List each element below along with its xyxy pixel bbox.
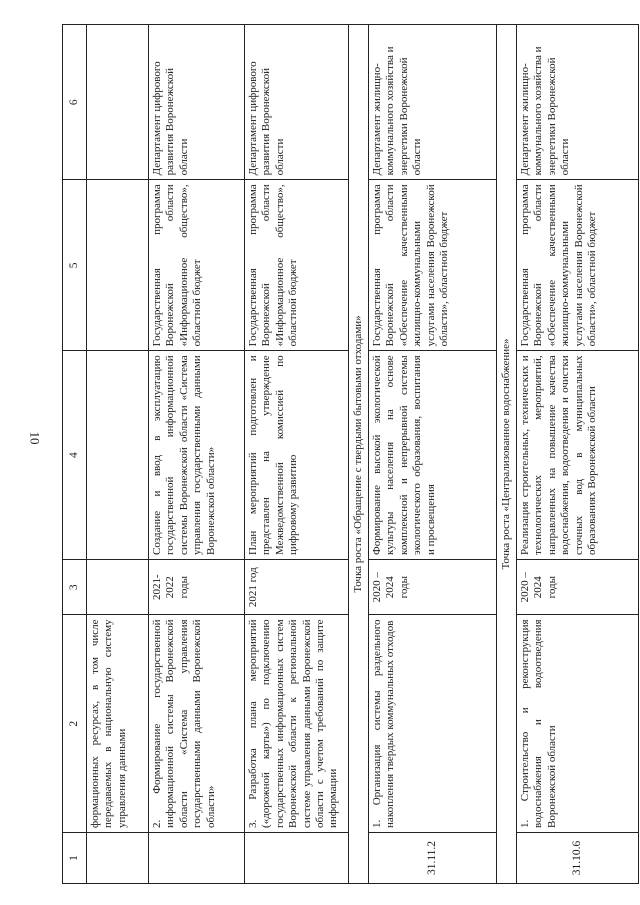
table-row — [149, 25, 245, 884]
measure-text: формационных ресурсах, в том числе передаваемых в национальную систему управления данными — [87, 615, 149, 833]
program-text: Государственная программа Воронежской области «Информационное общество», областной бюджет — [245, 180, 349, 351]
program-text: Государственная программа Воронежской области «Обеспечение качественными жилищно-коммунальными услугами населения Воронежской области», областной бюджет — [369, 180, 497, 351]
table-row — [369, 25, 497, 884]
table-row — [517, 25, 639, 884]
header-col-2: 2 — [63, 615, 87, 833]
header-row — [63, 25, 87, 884]
period-text: 2021 год — [245, 559, 349, 614]
measure-text: 1. Строительство и реконструкция водоснабжения и водоотведения Воронежской области — [517, 615, 639, 833]
row-code — [149, 832, 245, 883]
header-col-5: 5 — [63, 180, 87, 351]
page-number: 10 — [27, 431, 43, 445]
header-col-1: 1 — [63, 832, 87, 883]
section-row — [497, 25, 517, 884]
table-row — [87, 25, 149, 884]
header-col-6: 6 — [63, 25, 87, 180]
result-text: План мероприятий подготовлен и представлен на утверждение Межведомственной комиссией по цифровому развитию — [245, 351, 349, 560]
row-code: 31.11.2 — [369, 832, 497, 883]
section-row — [349, 25, 369, 884]
executor-text: Департамент жилищно-коммунального хозяйства и энергетики Воронежской области — [369, 25, 497, 180]
period-text: 2021-2022 годы — [149, 559, 245, 614]
measure-text: 2. Формирование государственной информационной системы Воронежской области «Система управления государственными данными Воронежской области» — [149, 615, 245, 833]
row-code — [245, 832, 349, 883]
measures-table — [62, 24, 639, 884]
executor-text: Департамент цифрового развития Воронежской области — [149, 25, 245, 180]
measure-text: 1. Организация системы раздельного накопления твердых коммунальных отходов — [369, 615, 497, 833]
section-title: Точка роста «Обращение с твердыми бытовыми отходами» — [349, 25, 369, 884]
program-text — [87, 180, 149, 351]
executor-text: Департамент цифрового развития Воронежской области — [245, 25, 349, 180]
result-text: Создание и ввод в эксплуатацию государственной информационной системы Воронежской области «Система управления государственными данными Воронежской области» — [149, 351, 245, 560]
program-text: Государственная программа Воронежской области «Информационное общество», областной бюджет — [149, 180, 245, 351]
executor-text — [87, 25, 149, 180]
executor-text: Департамент жилищно-коммунального хозяйства и энергетики Воронежской области — [517, 25, 639, 180]
period-text: 2020 – 2024 годы — [517, 559, 639, 614]
period-text — [87, 559, 149, 614]
result-text: Формирование высокой экологической культуры населения на основе комплексной и непрерывной системы экологического образования, воспитания и просвещения — [369, 351, 497, 560]
table-row — [245, 25, 349, 884]
program-text: Государственная программа Воронежской области «Обеспечение качественными жилищно-коммунальными услугами населения Воронежской области», областной бюджет — [517, 180, 639, 351]
result-text — [87, 351, 149, 560]
period-text: 2020 – 2024 годы — [369, 559, 497, 614]
header-col-4: 4 — [63, 351, 87, 560]
table-body — [63, 25, 639, 884]
row-code: 31.10.6 — [517, 832, 639, 883]
row-code — [87, 832, 149, 883]
measure-text: 3. Разработка плана мероприятий («дорожной карты») по подключению государственных информационных систем Воронежской области к региональной системе управления данными Воронежской области с учетом требований по защите информации — [245, 615, 349, 833]
rotated-table-container — [62, 24, 638, 884]
header-col-3: 3 — [63, 559, 87, 614]
section-title: Точка роста «Централизованное водоснабжение» — [497, 25, 517, 884]
result-text: Реализация строительных, технических и технологических мероприятий, направленных на повышение качества водоснабжения, водоотведения и очистки сточных вод в муниципальных образованиях Воронежской области — [517, 351, 639, 560]
